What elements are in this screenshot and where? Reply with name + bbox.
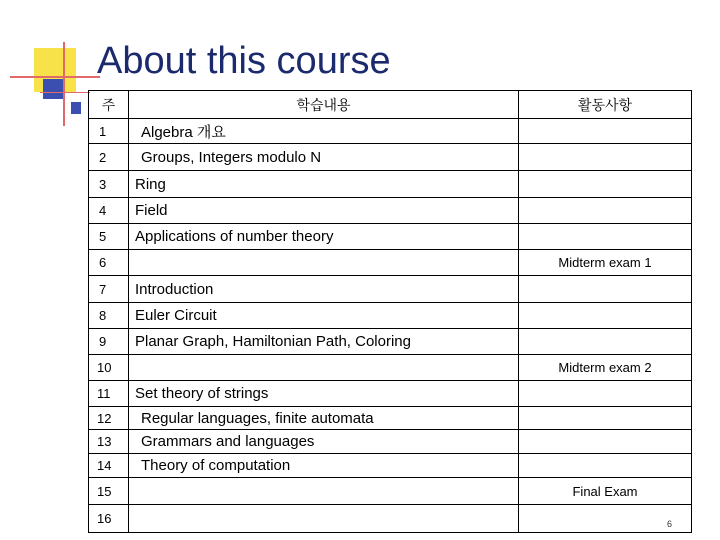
- week-content: [129, 250, 519, 276]
- week-number: 12: [89, 407, 129, 430]
- week-activity: [519, 303, 692, 329]
- week-activity: Midterm exam 2: [519, 355, 692, 381]
- week-number: 1: [89, 119, 129, 144]
- week-activity: [519, 381, 692, 407]
- table-row: [89, 224, 692, 250]
- week-activity: [519, 171, 692, 198]
- week-activity: Final Exam: [519, 478, 692, 505]
- week-number: 7: [89, 276, 129, 303]
- week-content: [129, 355, 519, 381]
- week-content: Regular languages, finite automata: [129, 407, 519, 430]
- week-activity: [519, 144, 692, 171]
- week-number: 8: [89, 303, 129, 329]
- week-content: Planar Graph, Hamiltonian Path, Coloring: [129, 329, 519, 355]
- decor-vertical-line: [63, 42, 65, 126]
- decor-horizontal-line: [10, 76, 100, 78]
- week-content: [129, 478, 519, 505]
- table-row: [89, 329, 692, 355]
- table-row: [89, 303, 692, 329]
- week-number: 6: [89, 250, 129, 276]
- week-activity: [519, 407, 692, 430]
- week-content: Theory of computation: [129, 454, 519, 478]
- week-number: 5: [89, 224, 129, 250]
- week-content: Set theory of strings: [129, 381, 519, 407]
- week-activity: [519, 329, 692, 355]
- week-content: Introduction: [129, 276, 519, 303]
- week-activity: [519, 224, 692, 250]
- decor-horizontal-line-2: [40, 92, 90, 93]
- week-activity: [519, 198, 692, 224]
- header-activity: 활동사항: [519, 91, 692, 119]
- week-number: 15: [89, 478, 129, 505]
- page-title: About this course: [97, 40, 391, 82]
- decor-blue-square-small: [71, 102, 81, 114]
- table-row: [89, 355, 692, 381]
- week-activity: [519, 430, 692, 454]
- week-activity: [519, 119, 692, 144]
- table-row: [89, 198, 692, 224]
- week-number: 3: [89, 171, 129, 198]
- week-number: 4: [89, 198, 129, 224]
- table-row: [89, 171, 692, 198]
- week-content: Ring: [129, 171, 519, 198]
- week-number: 10: [89, 355, 129, 381]
- week-number: 11: [89, 381, 129, 407]
- week-content: Groups, Integers modulo N: [129, 144, 519, 171]
- table-row: [89, 144, 692, 171]
- week-content: Grammars and languages: [129, 430, 519, 454]
- header-content: 학습내용: [129, 91, 519, 119]
- course-schedule-table: [88, 90, 692, 533]
- week-activity: Midterm exam 1: [519, 250, 692, 276]
- week-number: 13: [89, 430, 129, 454]
- page-number: 6: [667, 519, 673, 529]
- table-row: [89, 505, 692, 533]
- table-row: [89, 250, 692, 276]
- table-row: [89, 430, 692, 454]
- week-number: 2: [89, 144, 129, 171]
- table-row: [89, 381, 692, 407]
- week-content: [129, 505, 519, 533]
- week-content: Euler Circuit: [129, 303, 519, 329]
- week-activity: [519, 454, 692, 478]
- week-number: 14: [89, 454, 129, 478]
- week-content: Field: [129, 198, 519, 224]
- decor-blue-square: [43, 79, 63, 99]
- week-number: 16: [89, 505, 129, 533]
- table-row: [89, 407, 692, 430]
- week-number: 9: [89, 329, 129, 355]
- week-activity: [519, 505, 692, 533]
- table-row: [89, 454, 692, 478]
- week-activity: [519, 276, 692, 303]
- table-header-row: [89, 91, 692, 119]
- table-row: [89, 276, 692, 303]
- table-row: [89, 119, 692, 144]
- week-content: Applications of number theory: [129, 224, 519, 250]
- header-week: 주: [89, 91, 129, 119]
- week-content: Algebra 개요: [129, 119, 519, 144]
- table-row: [89, 478, 692, 505]
